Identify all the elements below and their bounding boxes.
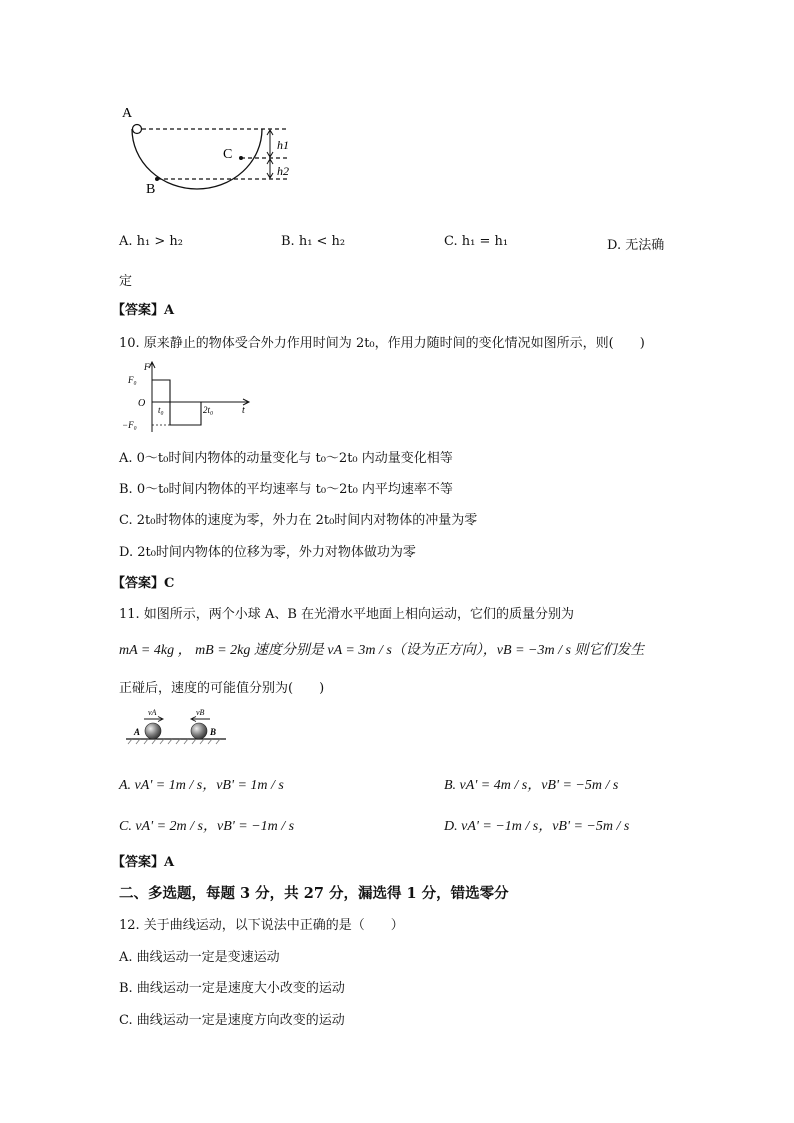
q11-option-b: B. vA' = 4m / s，vB' = −5m / s xyxy=(444,778,619,793)
label-a: A xyxy=(122,106,133,121)
label-h1: h1 xyxy=(277,138,289,152)
q12-option-a: A. 曲线运动一定是变速运动 xyxy=(119,950,280,965)
force-time-graph xyxy=(118,360,258,435)
q11-option-a: A. vA' = 1m / s，vB' = 1m / s xyxy=(119,778,284,793)
label-t: t xyxy=(242,405,245,416)
point-b xyxy=(155,177,159,181)
label-h2: h2 xyxy=(277,164,289,178)
label-va: vA xyxy=(148,708,157,717)
q11-option-d: D. vA' = −1m / s，vB' = −5m / s xyxy=(444,819,630,834)
label-b: B xyxy=(210,727,217,737)
q10-option-a: A. 0～t₀时间内物体的动量变化与 t₀～2t₀ 内动量变化相等 xyxy=(119,451,453,466)
q9-option-a: A. h₁ > h₂ xyxy=(119,234,183,249)
q10-option-d: D. 2t₀时间内物体的位移为零，外力对物体做功为零 xyxy=(119,545,416,560)
q12-option-b: B. 曲线运动一定是速度大小改变的运动 xyxy=(119,981,345,996)
label-a: A xyxy=(134,727,141,737)
ground-hatching xyxy=(128,739,220,744)
q10-option-c: C. 2t₀时物体的速度为零，外力在 2t₀时间内对物体的冲量为零 xyxy=(119,513,478,528)
track-diagram xyxy=(110,100,310,200)
q11-answer: 【答案】A xyxy=(112,855,175,870)
q12-stem: 12. 关于曲线运动，以下说法中正确的是（ ） xyxy=(119,918,404,933)
q9-option-c: C. h₁ = h₁ xyxy=(444,234,509,249)
label-f0: F₀ xyxy=(128,375,137,385)
label-2t0: 2t₀ xyxy=(203,405,214,415)
q11-stem-line2: mA = 4kg ， mB = 2kg 速度分别是 vA = 3m / s（设为正方向），vB = −3m / s 则它们发生 xyxy=(119,643,645,658)
q10-option-b: B. 0～t₀时间内物体的平均速率与 t₀～2t₀ 内平均速率不等 xyxy=(119,482,453,497)
ball-b xyxy=(191,723,207,739)
label-t0: t₀ xyxy=(158,405,164,415)
label-neg-f0: −F₀ xyxy=(122,420,137,430)
q9-option-b: B. h₁ < h₂ xyxy=(281,234,346,249)
q11-stem-line1: 11. 如图所示，两个小球 A、B 在光滑水平地面上相向运动，它们的质量分别为 xyxy=(119,607,575,622)
collision-diagram xyxy=(122,706,232,748)
point-c xyxy=(239,156,243,160)
section-title: 二、多选题，每题 3 分，共 27 分，漏选得 1 分，错选零分 xyxy=(119,885,509,902)
q10-answer: 【答案】C xyxy=(112,576,175,591)
label-vb: vB xyxy=(196,708,205,717)
q9-answer: 【答案】A xyxy=(112,303,175,318)
q12-option-c: C. 曲线运动一定是速度方向改变的运动 xyxy=(119,1013,345,1028)
q9-option-d-cont: 定 xyxy=(119,274,133,289)
label-o: O xyxy=(138,398,146,409)
label-f: F xyxy=(144,362,150,372)
label-b: B xyxy=(146,182,156,197)
label-c: C xyxy=(223,147,233,162)
ball-a xyxy=(145,723,161,739)
q11-stem-line3: 正碰后，速度的可能值分别为( ) xyxy=(119,681,325,696)
q9-option-d: D. 无法确 xyxy=(607,238,665,253)
q11-option-c: C. vA' = 2m / s，vB' = −1m / s xyxy=(119,819,295,834)
q10-stem: 10. 原来静止的物体受合外力作用时间为 2t₀，作用力随时间的变化情况如图所示，则( ) xyxy=(119,336,645,351)
ball-a xyxy=(133,125,142,134)
